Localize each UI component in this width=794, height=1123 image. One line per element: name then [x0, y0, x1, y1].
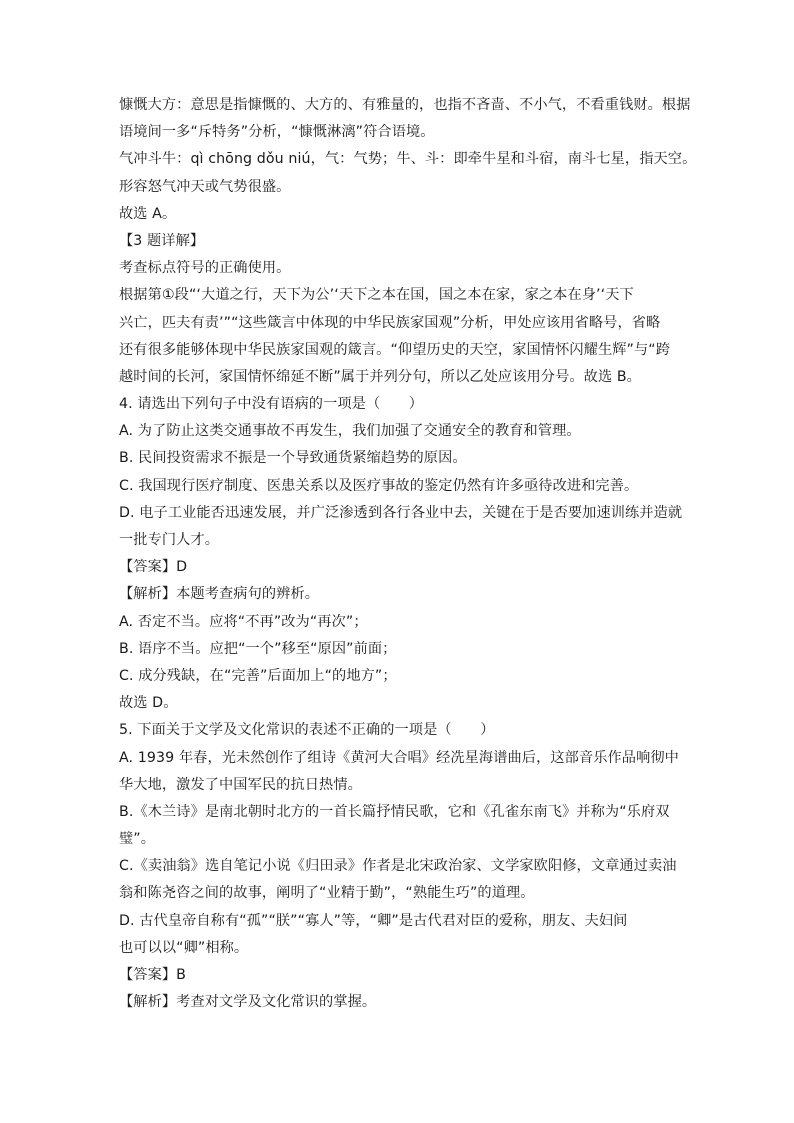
option-line: C.《卖油翁》选自笔记小说《归田录》作者是北宋政治家、文学家欧阳修，文章通过卖油 [119, 858, 677, 875]
answer-line: 【答案】B [119, 967, 186, 983]
option-line: D. 电子工业能否迅速发展，并广泛渗透到各行各业中去，关键在于是否要加速训练并造就 [119, 504, 683, 521]
option-line: A. 为了防止这类交通事故不再发生，我们加强了交通安全的教育和管理。 [119, 423, 581, 440]
paragraph-line: 考查标点符号的正确使用。 [119, 260, 291, 277]
paragraph-line: 气冲斗牛：qì chōng dǒu niú，气：气势；牛、斗：即牵牛星和斗宿，南斗七星，指天空。 [119, 151, 697, 168]
option-line: B. 民间投资需求不振是一个导致通货紧缩趋势的原因。 [119, 450, 467, 467]
explanation-line: C. 成分残缺，在“完善”后面加上“的地方”； [119, 667, 397, 684]
answer-line: 【答案】D [119, 559, 188, 576]
analysis-line: 【解析】考查对文学及文化常识的掌握。 [119, 994, 377, 1011]
paragraph-line: 形容怒气冲天或气势很盛。 [119, 178, 291, 195]
analysis-line: 【解析】本题考查病句的辨析。 [119, 586, 320, 603]
option-line: 璧”。 [119, 831, 156, 848]
option-line: B.《木兰诗》是南北朝时北方的一首长篇抒情民歌，它和《孔雀东南飞》并称为“乐府双 [119, 803, 670, 820]
paragraph-line: 还有很多能够体现中华民族家国观的箴言。“仰望历史的天空，家国情怀闪耀生辉”与“跨 [119, 341, 670, 358]
option-line: A. 1939 年春，光未然创作了组诗《黄河大合唱》经冼星海谱曲后，这部音乐作品响彻中 [119, 749, 679, 766]
paragraph-line: 根据第①段“‘大道之行，天下为公’‘天下之本在国，国之本在家，家之本在身’‘天下 [119, 287, 634, 304]
paragraph-line: 语境间一多“斥特务”分析，“慷慨淋漓”符合语境。 [119, 124, 435, 141]
option-line: D. 古代皇帝自称有“孤”“朕”“寡人”等，“卿”是古代君对臣的爱称，朋友、夫妇间 [119, 912, 628, 929]
paragraph-line: 越时间的长河，家国情怀绵延不断”属于并列分句，所以乙处应该用分号。故选 B。 [119, 368, 641, 385]
option-line: 也可以以“卿”相称。 [119, 939, 249, 956]
paragraph-line: 慷慨大方：意思是指慷慨的、大方的、有雅量的，也指不吝啬、不小气，不看重钱财。根据 [119, 97, 691, 113]
option-line: C. 我国现行医疗制度、医患关系以及医疗事故的鉴定仍然有许多亟待改进和完善。 [119, 477, 639, 494]
question-line: 4. 请选出下列句子中没有语病的一项是（ ） [119, 396, 424, 413]
option-line: 华大地，激发了中国军民的抗日热情。 [119, 776, 362, 793]
conclusion-line: 故选 A。 [119, 205, 177, 222]
option-line: 翁和陈尧咨之间的故事，阐明了“业精于勤”，“熟能生巧”的道理。 [119, 885, 535, 902]
paragraph-line: 兴亡，匹夫有责’”“这些箴言中体现的中华民族家国观”分析，甲处应该用省略号，省略 [119, 314, 661, 331]
section-heading: 【3 题详解】 [119, 232, 205, 249]
document-page [119, 92, 697, 1016]
question-line: 5. 下面关于文学及文化常识的表述不正确的一项是（ ） [119, 722, 495, 739]
conclusion-line: 故选 D。 [119, 695, 178, 712]
explanation-line: A. 否定不当。应将“不再”改为“再次”； [119, 613, 368, 630]
explanation-line: B. 语序不当。应把“一个”移至“原因”前面； [119, 640, 397, 657]
option-line: 一批专门人才。 [119, 532, 220, 548]
